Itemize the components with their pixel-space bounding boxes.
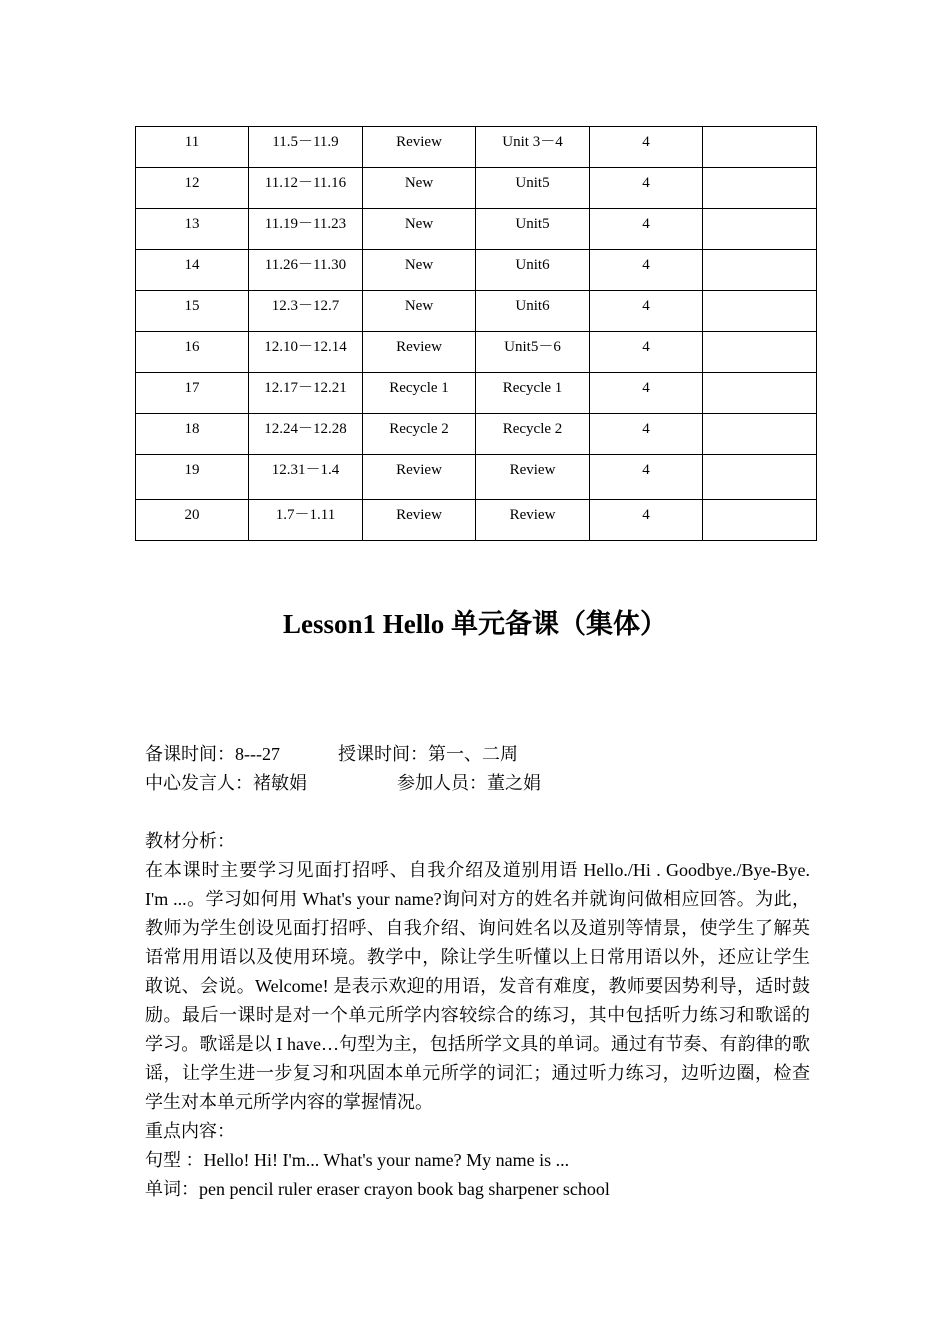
hours-cell: 4 bbox=[590, 332, 703, 373]
type-cell: New bbox=[363, 168, 476, 209]
lesson-title: Lesson1 Hello 单元备课（集体） bbox=[282, 609, 667, 639]
notes-cell bbox=[703, 168, 817, 209]
table-row bbox=[136, 168, 817, 209]
week-cell: 17 bbox=[136, 373, 249, 414]
teach-time: 授课时间：第一、二周 bbox=[337, 744, 518, 764]
people-line bbox=[145, 769, 810, 798]
unit-cell: Unit6 bbox=[476, 250, 590, 291]
type-cell: Recycle 2 bbox=[363, 414, 476, 455]
unit-cell: Unit5 bbox=[476, 209, 590, 250]
table-row bbox=[136, 332, 817, 373]
week-cell: 15 bbox=[136, 291, 249, 332]
date-cell: 12.31－1.4 bbox=[249, 455, 363, 500]
type-cell: New bbox=[363, 291, 476, 332]
type-cell: Recycle 1 bbox=[363, 373, 476, 414]
week-cell: 11 bbox=[136, 127, 249, 168]
week-cell: 19 bbox=[136, 455, 249, 500]
unit-cell: Review bbox=[476, 455, 590, 500]
table-row bbox=[136, 291, 817, 332]
date-cell: 11.26－11.30 bbox=[249, 250, 363, 291]
schedule-table bbox=[135, 126, 817, 541]
hours-cell: 4 bbox=[590, 127, 703, 168]
notes-cell bbox=[703, 127, 817, 168]
type-cell: New bbox=[363, 209, 476, 250]
type-cell: Review bbox=[363, 332, 476, 373]
notes-cell bbox=[703, 373, 817, 414]
week-cell: 16 bbox=[136, 332, 249, 373]
hours-cell: 4 bbox=[590, 291, 703, 332]
table-row bbox=[136, 414, 817, 455]
lesson-body bbox=[145, 740, 810, 1204]
date-cell: 11.12－11.16 bbox=[249, 168, 363, 209]
notes-cell bbox=[703, 250, 817, 291]
vocabulary: 单词：pen pencil ruler eraser crayon book bag sharpener school bbox=[145, 1179, 610, 1199]
key-heading: 重点内容： bbox=[145, 1121, 235, 1141]
date-cell: 11.19－11.23 bbox=[249, 209, 363, 250]
schedule-body bbox=[136, 127, 817, 541]
date-cell: 12.24－12.28 bbox=[249, 414, 363, 455]
notes-cell bbox=[703, 291, 817, 332]
hours-cell: 4 bbox=[590, 373, 703, 414]
type-cell: Review bbox=[363, 500, 476, 541]
table-row bbox=[136, 455, 817, 500]
date-cell: 12.10－12.14 bbox=[249, 332, 363, 373]
unit-cell: Review bbox=[476, 500, 590, 541]
date-cell: 11.5－11.9 bbox=[249, 127, 363, 168]
notes-cell bbox=[703, 414, 817, 455]
week-cell: 13 bbox=[136, 209, 249, 250]
type-cell: Review bbox=[363, 127, 476, 168]
time-line bbox=[145, 740, 810, 769]
prep-time: 备课时间：8---27 bbox=[145, 744, 280, 764]
week-cell: 12 bbox=[136, 168, 249, 209]
hours-cell: 4 bbox=[590, 250, 703, 291]
date-cell: 12.3－12.7 bbox=[249, 291, 363, 332]
unit-cell: Unit5－6 bbox=[476, 332, 590, 373]
sentence-patterns: 句型 ：Hello! Hi! I'm... What's your name? My name is ... bbox=[145, 1150, 570, 1170]
table-row bbox=[136, 209, 817, 250]
unit-cell: Unit 3－4 bbox=[476, 127, 590, 168]
table-row bbox=[136, 500, 817, 541]
type-cell: Review bbox=[363, 455, 476, 500]
week-cell: 18 bbox=[136, 414, 249, 455]
analysis-text: 在本课时主要学习见面打招呼、自我介绍及道别用语 Hello./Hi . Goodbye./Bye-Bye. I'm ...。学习如何用 What's your name?询问对方的姓名并就询问做相应回答。为此，教师为学生创设见面打招呼、自我介绍、询问姓名以及道别等情景，使学生了解英语常用用语以及使用环境。教学中，除让学生听懂以上日常用语以外，还应让学生敢说、会说。Welcome! 是表示欢迎的用语，发音有难度，教师要因势利导，适时鼓励。最后一课时是对一个单元所学内容较综合的练习，其中包括听力练习和歌谣的学习。歌谣是以 I have…句型为主，包括所学文具的单词。通过有节奏、有韵律的歌谣，让学生进一步复习和巩固本单元所学的词汇；通过听力练习，边听边圈，检查学生对本单元所学内容的掌握情况。 bbox=[145, 860, 810, 1112]
hours-cell: 4 bbox=[590, 455, 703, 500]
unit-cell: Recycle 2 bbox=[476, 414, 590, 455]
table-row bbox=[136, 250, 817, 291]
hours-cell: 4 bbox=[590, 500, 703, 541]
unit-cell: Unit5 bbox=[476, 168, 590, 209]
hours-cell: 4 bbox=[590, 414, 703, 455]
unit-cell: Recycle 1 bbox=[476, 373, 590, 414]
date-cell: 1.7－1.11 bbox=[249, 500, 363, 541]
hours-cell: 4 bbox=[590, 209, 703, 250]
unit-cell: Unit6 bbox=[476, 291, 590, 332]
notes-cell bbox=[703, 455, 817, 500]
table-row bbox=[136, 373, 817, 414]
date-cell: 12.17－12.21 bbox=[249, 373, 363, 414]
type-cell: New bbox=[363, 250, 476, 291]
notes-cell bbox=[703, 332, 817, 373]
week-cell: 20 bbox=[136, 500, 249, 541]
speaker: 中心发言人：褚敏娟 bbox=[145, 773, 307, 793]
hours-cell: 4 bbox=[590, 168, 703, 209]
notes-cell bbox=[703, 500, 817, 541]
week-cell: 14 bbox=[136, 250, 249, 291]
table-row bbox=[136, 127, 817, 168]
analysis-heading: 教材分析： bbox=[145, 831, 235, 851]
participants: 参加人员：董之娟 bbox=[397, 773, 541, 793]
notes-cell bbox=[703, 209, 817, 250]
